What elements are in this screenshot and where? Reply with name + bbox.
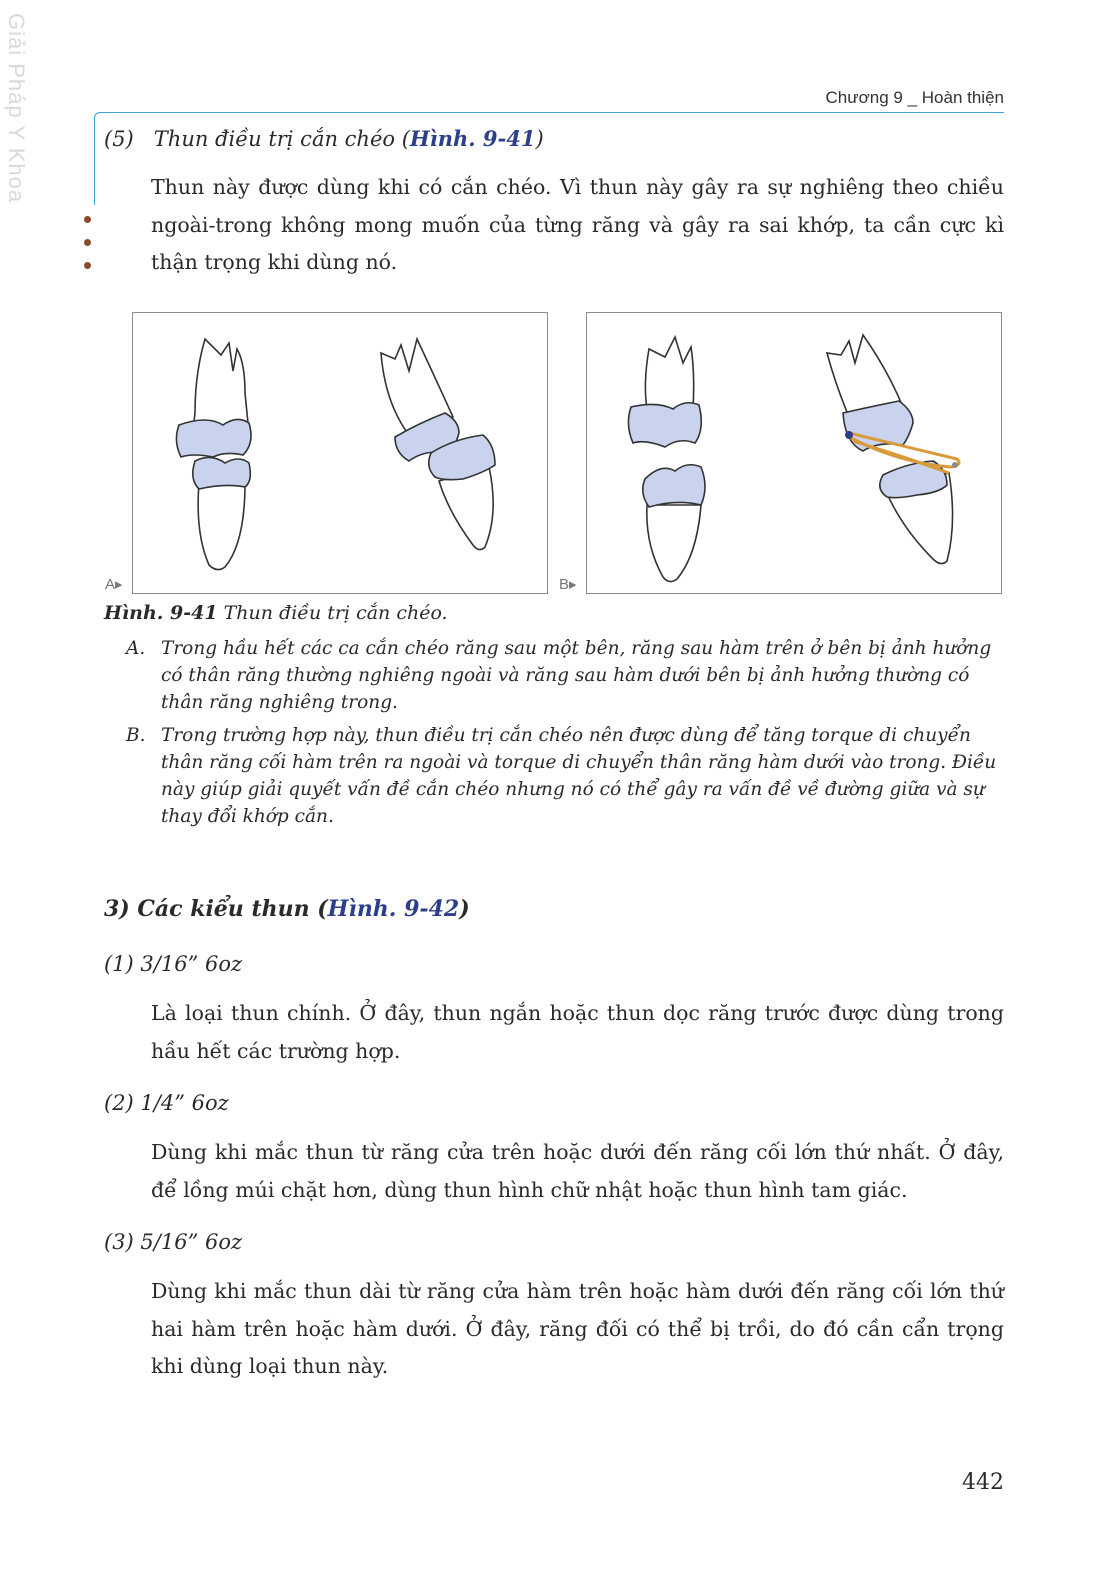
margin-dot (84, 262, 91, 269)
tooth-illustration-a (133, 313, 547, 593)
section-heading (104, 896, 470, 922)
figure-panel-b (559, 312, 1002, 594)
panel-a-label: A▸ (105, 576, 123, 593)
lower-crown (193, 457, 251, 489)
upper-tooth-root (645, 337, 693, 409)
attachment-hook-icon (952, 462, 958, 468)
subitem-2-label: (2) 1/4” 6oz (104, 1091, 229, 1115)
figure-caption-label: Hình. 9-41 (104, 602, 218, 624)
item-5-title: Thun điều trị cắn chéo ( (153, 127, 410, 151)
caption-item (126, 722, 1004, 830)
section-heading-text: 3) Các kiểu thun ( (104, 896, 328, 922)
figure-caption (104, 602, 448, 624)
margin-dot (84, 216, 91, 223)
subitem-1-label: (1) 3/16” 6oz (104, 952, 243, 976)
subitem-1-paragraph: Là loại thun chính. Ở đây, thun ngắn hoặc thun dọc răng trước được dùng trong hầu hết các trường hợp. (151, 1001, 1004, 1063)
panel-b-label: B▸ (559, 576, 577, 593)
page-number: 442 (962, 1470, 1004, 1495)
lower-tooth-root (647, 505, 701, 582)
chapter-header (98, 86, 1004, 114)
section-heading-end: ) (459, 896, 470, 922)
item-5-paragraph: Thun này được dùng khi có cắn chéo. Vì thun này gây ra sự nghiêng theo chiều ngoài-trong không mong muốn của từng răng và gây ra sai khớp, ta cần cực kì thận trọng khi dùng nó. (151, 175, 1004, 274)
margin-dot (84, 239, 91, 246)
subitem-2-paragraph: Dùng khi mắc thun từ răng cửa trên hoặc dưới đến răng cối lớn thứ nhất. Ở đây, để lồng múi chặt hơn, dùng thun hình chữ nhật hoặc thun hình tam giác. (151, 1140, 1004, 1202)
figure-reference-link[interactable]: Hình. 9-41 (409, 126, 536, 151)
chapter-title: Chương 9 _ Hoàn thiện (825, 88, 1004, 107)
margin-bracket (94, 112, 100, 205)
item-5-title-end: ) (535, 127, 544, 151)
caption-item (126, 635, 1004, 716)
figure-panel-a (105, 312, 548, 594)
caption-item-marker: A. (126, 638, 146, 659)
lower-tooth-root (198, 483, 245, 570)
figure-reference-link[interactable]: Hình. 9-42 (327, 896, 460, 922)
subitem-3-label: (3) 5/16” 6oz (104, 1230, 243, 1254)
margin-dots (84, 216, 91, 285)
header-rule (98, 112, 1004, 113)
upper-crown (176, 419, 251, 457)
item-5-heading (104, 126, 544, 151)
upper-crown (628, 403, 701, 447)
caption-item-marker: B. (126, 725, 146, 746)
figure-caption-title: Thun điều trị cắn chéo. (217, 602, 448, 624)
subitem-3-paragraph: Dùng khi mắc thun dài từ răng cửa hàm trên hoặc hàm dưới đến răng cối lớn thứ hai hàm trên hoặc hàm dưới. Ở đây, răng đối có thể bị trồi, do đó cần cẩn trọng khi dùng loại thun này. (151, 1279, 1004, 1378)
tooth-illustration-b (587, 313, 1001, 593)
attachment-hook-icon (845, 431, 853, 439)
caption-item-text: Trong hầu hết các ca cắn chéo răng sau một bên, răng sau hàm trên ở bên bị ảnh hưởng có thân răng thường nghiêng ngoài và răng sau hàm dưới bên bị ảnh hưởng thường có thân răng nghiêng trong. (161, 638, 992, 713)
item-5-number: (5) (104, 127, 134, 151)
lower-crown (643, 465, 705, 507)
caption-item-text: Trong trường hợp này, thun điều trị cắn chéo nên được dùng để tăng torque di chuyển thân răng cối hàm trên ra ngoài và torque di chuyển thân răng hàm dưới vào trong. Điều này giúp giải quyết vấn đề cắn chéo nhưng nó có thể gây ra vấn đề về đường giữa và sự thay đổi khớp cắn. (161, 725, 997, 827)
watermark-text: Giải Pháp Y Khoa (4, 13, 29, 204)
